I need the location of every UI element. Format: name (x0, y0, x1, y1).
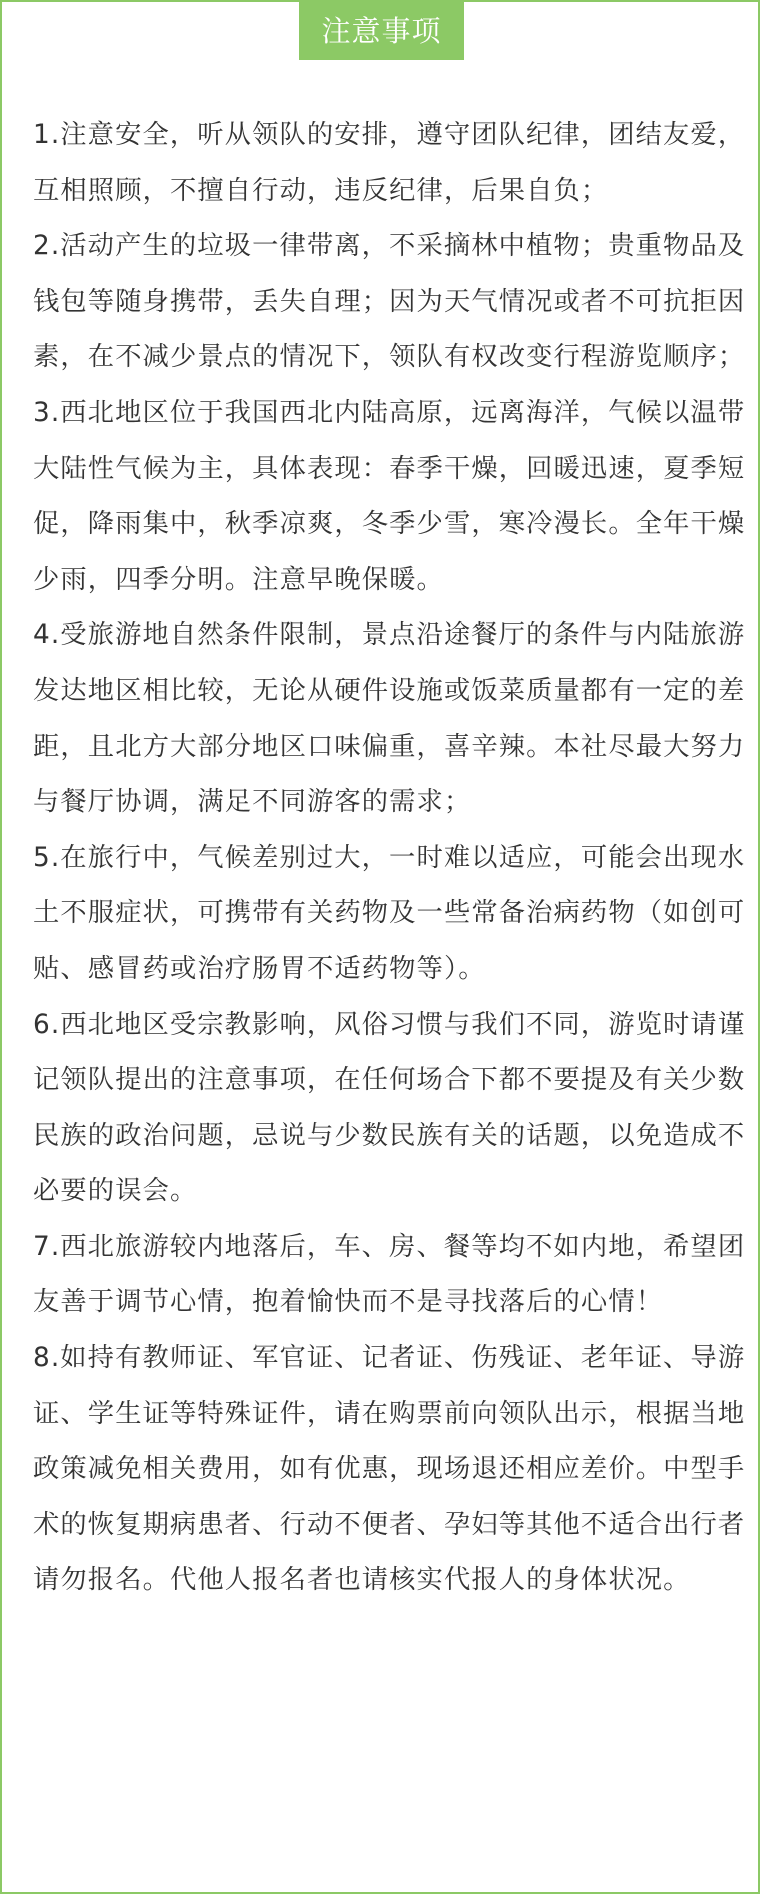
notice-item-4: 4.受旅游地自然条件限制，景点沿途餐厅的条件与内陆旅游发达地区相比较，无论从硬件设施或饭菜质量都有一定的差距，且北方大部分地区口味偏重，喜辛辣。本社尽最大努力与餐厅协调，满足不同游客的需求； (33, 620, 746, 818)
notice-item-8: 8.如持有教师证、军官证、记者证、伤残证、老年证、导游证、学生证等特殊证件，请在购票前向领队出示，根据当地政策减免相关费用，如有优惠，现场退还相应差价。中型手术的恢复期病患者、行动不便者、孕妇等其他不适合出行者请勿报名。代他人报名者也请核实代报人的身体状况。 (33, 1343, 746, 1596)
notice-item-2: 2.活动产生的垃圾一律带离，不采摘林中植物；贵重物品及钱包等随身携带，丢失自理；因为天气情况或者不可抗拒因素，在不减少景点的情况下，领队有权改变行程游览顺序； (33, 231, 746, 373)
notice-item-7: 7.西北旅游较内地落后，车、房、餐等均不如内地，希望团友善于调节心情，抱着愉快而不是寻找落后的心情！ (33, 1231, 746, 1318)
notice-list (33, 108, 751, 1609)
notice-item-3: 3.西北地区位于我国西北内陆高原，远离海洋，气候以温带大陆性气候为主，具体表现：春季干燥，回暖迅速，夏季短促，降雨集中，秋季凉爽，冬季少雪，寒冷漫长。全年干燥少雨，四季分明。注意早晚保暖。 (33, 397, 746, 595)
notice-item-5: 5.在旅行中，气候差别过大，一时难以适应，可能会出现水土不服症状，可携带有关药物及一些常备治病药物（如创可贴、感冒药或治疗肠胃不适药物等）。 (33, 842, 746, 984)
notice-item-1: 1.注意安全，听从领队的安排，遵守团队纪律，团结友爱，互相照顾，不擅自行动，违反纪律，后果自负； (33, 120, 746, 206)
page-title: 注意事项 (299, 2, 464, 60)
notice-item-6: 6.西北地区受宗教影响，风俗习惯与我们不同，游览时请谨记领队提出的注意事项，在任何场合下都不要提及有关少数民族的政治问题，忌说与少数民族有关的话题，以免造成不必要的误会。 (33, 1009, 746, 1207)
